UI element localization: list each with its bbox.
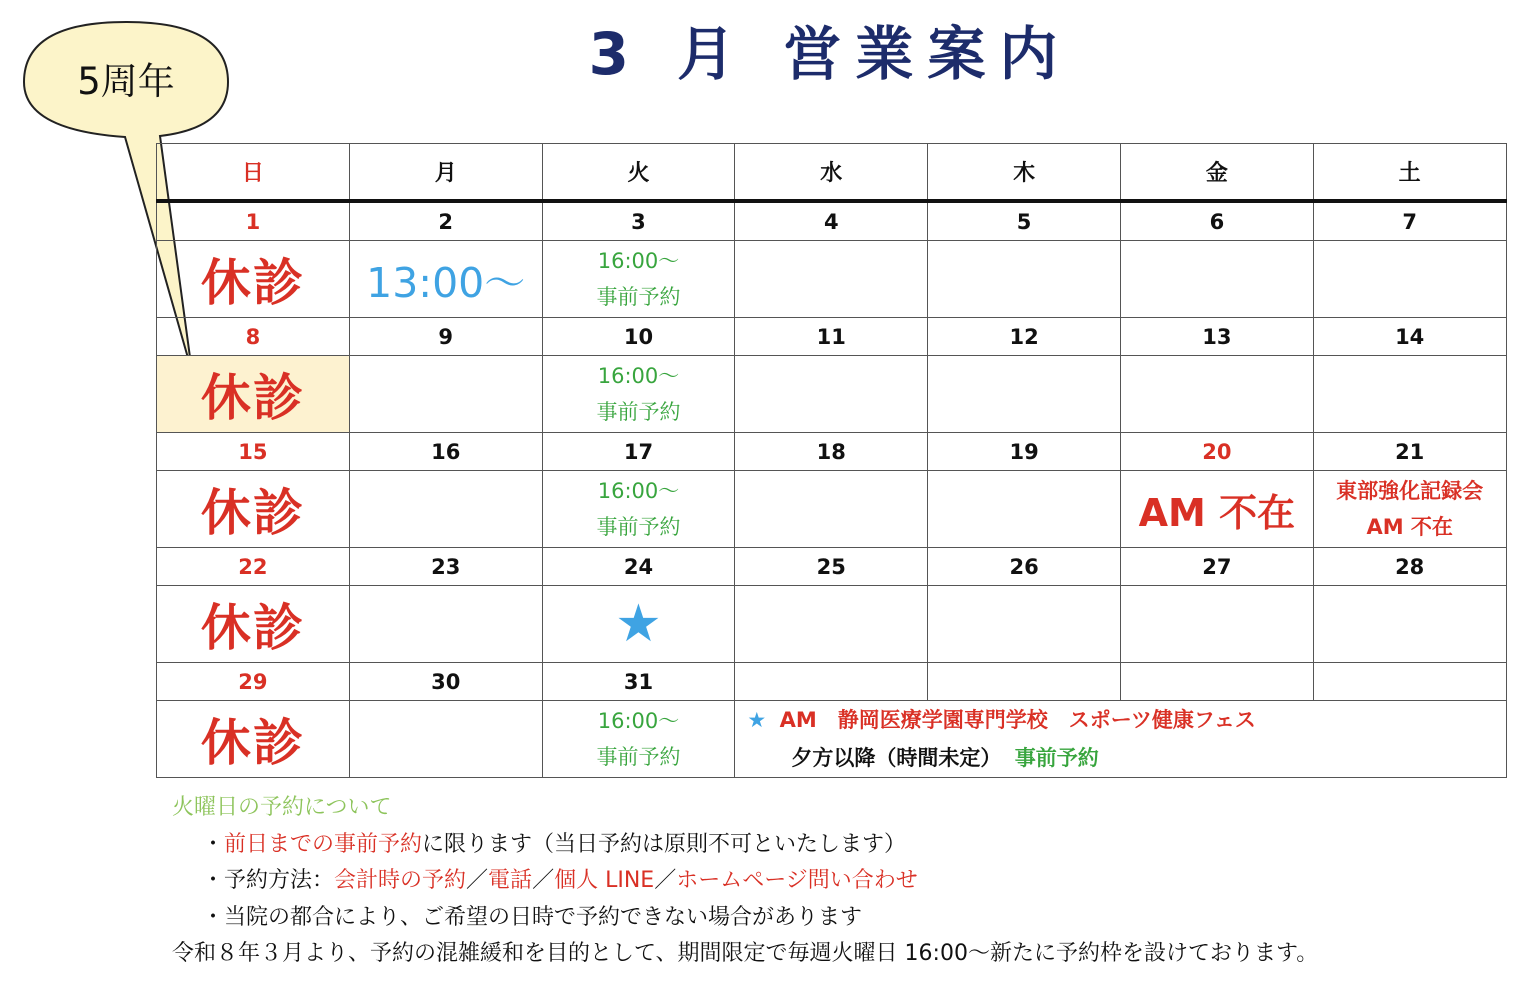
reservation-time: 16:00〜 — [597, 479, 680, 503]
date-cell: 25 — [735, 548, 928, 586]
calendar-table — [156, 143, 1507, 778]
notes-emphasis: 前日までの事前予約 — [224, 831, 423, 857]
notes-item-3: ・当院の都合により、ご希望の日時で予約できない場合があります — [202, 904, 863, 930]
date-cell: 9 — [349, 318, 542, 356]
schedule-cell — [735, 241, 928, 318]
schedule-cell — [1313, 471, 1506, 548]
schedule-row — [157, 471, 1507, 548]
date-row — [157, 433, 1507, 471]
date-cell — [1120, 663, 1313, 701]
schedule-cell — [157, 701, 350, 778]
schedule-cell — [928, 356, 1121, 433]
date-cell: 24 — [542, 548, 735, 586]
reservation-label: 事前予約 — [596, 400, 681, 424]
separator: ／ — [654, 868, 677, 893]
date-cell: 13 — [1120, 318, 1313, 356]
schedule-cell — [349, 241, 542, 318]
schedule-cell — [928, 586, 1121, 663]
closed-label: 休診 — [200, 254, 305, 312]
weekday-tuesday: 火 — [542, 144, 735, 202]
schedule-cell — [1120, 586, 1313, 663]
schedule-row — [157, 586, 1507, 663]
date-cell: 5 — [928, 201, 1121, 241]
schedule-cell — [157, 241, 350, 318]
star-icon: ★ — [615, 594, 662, 654]
method-homepage: ホームページ問い合わせ — [676, 868, 918, 893]
event-note-time: 夕方以降（時間未定） — [791, 746, 1002, 770]
schedule-cell — [542, 586, 735, 663]
event-note-cell — [735, 701, 1506, 778]
date-cell: 28 — [1313, 548, 1506, 586]
date-cell: 20 — [1120, 433, 1313, 471]
reservation-label: 事前予約 — [596, 285, 681, 309]
notes-text: ・予約方法： — [202, 868, 335, 893]
event-note-line1 — [747, 701, 1505, 739]
schedule-row — [157, 356, 1507, 433]
weekday-friday: 金 — [1120, 144, 1313, 202]
weekday-wednesday: 水 — [735, 144, 928, 202]
date-cell: 3 — [542, 201, 735, 241]
date-cell: 2 — [349, 201, 542, 241]
date-cell — [735, 663, 928, 701]
date-row — [157, 548, 1507, 586]
am-absent-label: AM 不在 — [1366, 515, 1453, 539]
date-cell — [928, 663, 1121, 701]
date-cell: 30 — [349, 663, 542, 701]
date-cell: 4 — [735, 201, 928, 241]
schedule-row — [157, 701, 1507, 778]
notes-heading: 火曜日の予約について — [172, 795, 392, 820]
date-cell: 19 — [928, 433, 1121, 471]
date-cell: 29 — [157, 663, 350, 701]
event-note-reservation: 事前予約 — [1014, 746, 1099, 770]
closed-label: 休診 — [200, 369, 305, 427]
schedule-cell — [349, 356, 542, 433]
schedule-cell — [349, 701, 542, 778]
date-cell: 1 — [157, 201, 350, 241]
event-note-text: AM 静岡医療学園専門学校 スポーツ健康フェス — [779, 708, 1256, 732]
schedule-cell — [542, 356, 735, 433]
opening-time: 13:00〜 — [366, 258, 526, 307]
date-cell: 23 — [349, 548, 542, 586]
schedule-cell — [735, 471, 928, 548]
closed-label: 休診 — [200, 484, 305, 542]
schedule-cell — [735, 586, 928, 663]
schedule-row — [157, 241, 1507, 318]
date-cell: 22 — [157, 548, 350, 586]
notes-item-1 — [172, 827, 1492, 864]
notes-item-2 — [172, 863, 1492, 900]
am-absent-label: AM 不在 — [1138, 490, 1296, 535]
event-label: 東部強化記録会 — [1336, 479, 1484, 503]
weekday-saturday: 土 — [1313, 144, 1506, 202]
reservation-label: 事前予約 — [596, 515, 681, 539]
date-cell: 18 — [735, 433, 928, 471]
date-row — [157, 663, 1507, 701]
date-row — [157, 201, 1507, 241]
method-phone: 電話 — [488, 868, 533, 893]
schedule-cell — [157, 471, 350, 548]
schedule-cell — [349, 586, 542, 663]
date-cell — [1313, 663, 1506, 701]
date-cell: 17 — [542, 433, 735, 471]
schedule-cell — [1120, 471, 1313, 548]
weekday-sunday: 日 — [157, 144, 350, 202]
date-cell: 31 — [542, 663, 735, 701]
separator: ／ — [532, 868, 555, 893]
schedule-cell — [349, 471, 542, 548]
method-line: 個人 LINE — [554, 868, 655, 893]
schedule-cell — [542, 471, 735, 548]
date-cell: 27 — [1120, 548, 1313, 586]
closed-label: 休診 — [200, 599, 305, 657]
star-icon: ★ — [747, 708, 767, 732]
schedule-cell — [1120, 356, 1313, 433]
date-cell: 7 — [1313, 201, 1506, 241]
date-cell: 10 — [542, 318, 735, 356]
date-cell: 16 — [349, 433, 542, 471]
schedule-cell — [928, 241, 1121, 318]
date-cell: 11 — [735, 318, 928, 356]
weekday-header-row — [157, 144, 1507, 202]
reservation-time: 16:00〜 — [597, 709, 680, 733]
date-cell: 15 — [157, 433, 350, 471]
reservation-time: 16:00〜 — [597, 364, 680, 388]
notes-footer: 令和８年３月より、予約の混雑緩和を目的として、期間限定で毎週火曜日 16:00〜新たに予約枠を設けております。 — [172, 941, 1319, 966]
reservation-notes — [172, 790, 1492, 973]
weekday-monday: 月 — [349, 144, 542, 202]
schedule-cell — [1120, 241, 1313, 318]
separator: ／ — [466, 868, 489, 893]
schedule-cell — [157, 586, 350, 663]
notes-text: に限ります（当日予約は原則不可といたします） — [422, 831, 907, 857]
schedule-cell — [542, 701, 735, 778]
date-cell: 26 — [928, 548, 1121, 586]
closed-label: 休診 — [200, 714, 305, 772]
schedule-cell — [1313, 586, 1506, 663]
schedule-cell — [1313, 356, 1506, 433]
date-row — [157, 318, 1507, 356]
bullet: ・ — [202, 831, 225, 857]
event-note-line2 — [747, 739, 1505, 777]
date-cell: 6 — [1120, 201, 1313, 241]
schedule-cell — [542, 241, 735, 318]
date-cell: 21 — [1313, 433, 1506, 471]
weekday-thursday: 木 — [928, 144, 1121, 202]
method-checkout: 会計時の予約 — [334, 868, 467, 893]
schedule-cell — [928, 471, 1121, 548]
schedule-cell-highlighted — [157, 356, 350, 433]
page-title: 3 月 営業案内 — [588, 20, 1072, 88]
reservation-time: 16:00〜 — [597, 249, 680, 273]
schedule-cell — [735, 356, 928, 433]
date-cell: 12 — [928, 318, 1121, 356]
date-cell: 8 — [157, 318, 350, 356]
schedule-cell — [1313, 241, 1506, 318]
reservation-label: 事前予約 — [596, 745, 681, 769]
date-cell: 14 — [1313, 318, 1506, 356]
anniversary-label: 5周年 — [77, 60, 175, 103]
